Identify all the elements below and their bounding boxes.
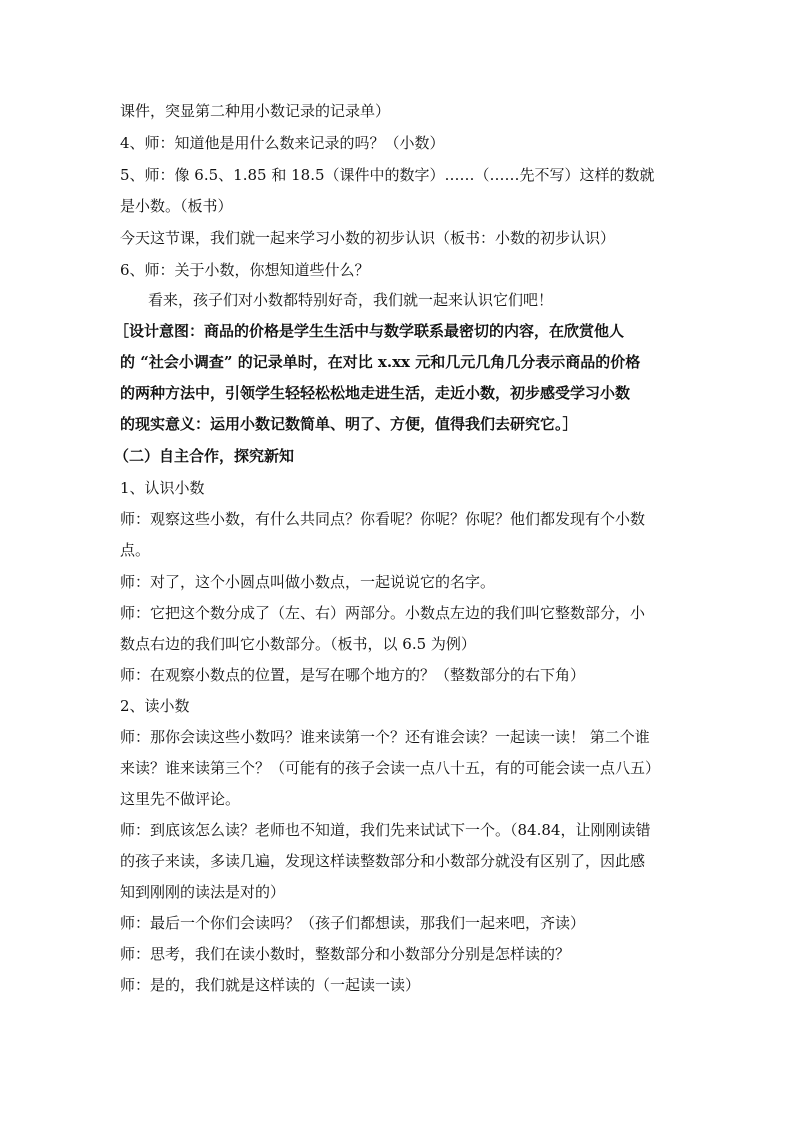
text-line: 看来，孩子们对小数都特别好奇，我们就一起来认识它们吧！ <box>148 291 554 309</box>
text-line: 知到刚刚的读法是对的） <box>120 883 286 901</box>
text-line: 师：那你会读这些小数吗？谁来读第一个？还有谁会读？一起读一读！ 第二个谁 <box>120 728 650 746</box>
text-line: 是小数。（板书） <box>120 197 233 215</box>
design-intent-line: 的两种方法中，引领学生轻轻松松地走进生活，走近小数，初步感受学习小数 <box>120 384 631 402</box>
text-line: 师：是的，我们就是这样读的（一起读一读） <box>120 976 421 994</box>
text-line: 师：对了，这个小圆点叫做小数点，一起说说它的名字。 <box>120 573 496 591</box>
design-intent-line: 的现实意义：运用小数记数简单、明了、方便，值得我们去研究它。］ <box>120 415 578 433</box>
text-line: 师：最后一个你们会读吗？（孩子们都想读，那我们一起来吧，齐读） <box>120 914 586 932</box>
design-intent-line: 的 “社会小调查” 的记录单时，在对比 x.xx 元和几元几角几分表示商品的价格 <box>120 353 641 371</box>
text-line: 数点右边的我们叫它小数部分。（板书，以 6.5 为例） <box>120 635 476 653</box>
text-line: 来读？谁来读第三个？（可能有的孩子会读一点八十五，有的可能会读一点八五） <box>120 759 661 777</box>
text-line: 师：在观察小数点的位置，是写在哪个地方的？（整数部分的右下角） <box>120 666 586 684</box>
text-line: 6、师：关于小数，你想知道些什么？ <box>120 261 370 279</box>
text-line: 课件，突显第二种用小数记录的记录单） <box>120 102 391 120</box>
text-line: 这里先不做评论。 <box>120 790 241 808</box>
text-line: 师：观察这些小数，有什么共同点？你看呢？你呢？你呢？他们都发现有个小数 <box>120 510 646 528</box>
text-line: 师：到底该怎么读？老师也不知道，我们先来试试下一个。（84.84，让刚刚读错 <box>120 821 651 839</box>
text-line: 1、认识小数 <box>120 479 205 497</box>
section-heading: （二）自主合作，探究新知 <box>114 447 295 465</box>
text-line: 2、读小数 <box>120 697 190 715</box>
text-line: 师：思考，我们在读小数时，整数部分和小数部分分别是怎样读的？ <box>120 945 571 963</box>
text-line: 的孩子来读，多读几遍，发现这样读整数部分和小数部分就没有区别了，因此感 <box>120 852 646 870</box>
text-line: 5、师：像 6.5、1.85 和 18.5（课件中的数字）……（……先不写）这样的数就 <box>120 166 655 184</box>
design-intent-line: ［设计意图：商品的价格是学生生活中与数学联系最密切的内容，在欣赏他人 <box>114 322 625 340</box>
text-line: 4、师：知道他是用什么数来记录的吗？（小数） <box>120 134 445 152</box>
text-line: 师：它把这个数分成了（左、右）两部分。小数点左边的我们叫它整数部分，小 <box>120 604 646 622</box>
text-line: 点。 <box>120 541 151 559</box>
text-line: 今天这节课，我们就一起来学习小数的初步认识（板书：小数的初步认识） <box>120 229 616 247</box>
